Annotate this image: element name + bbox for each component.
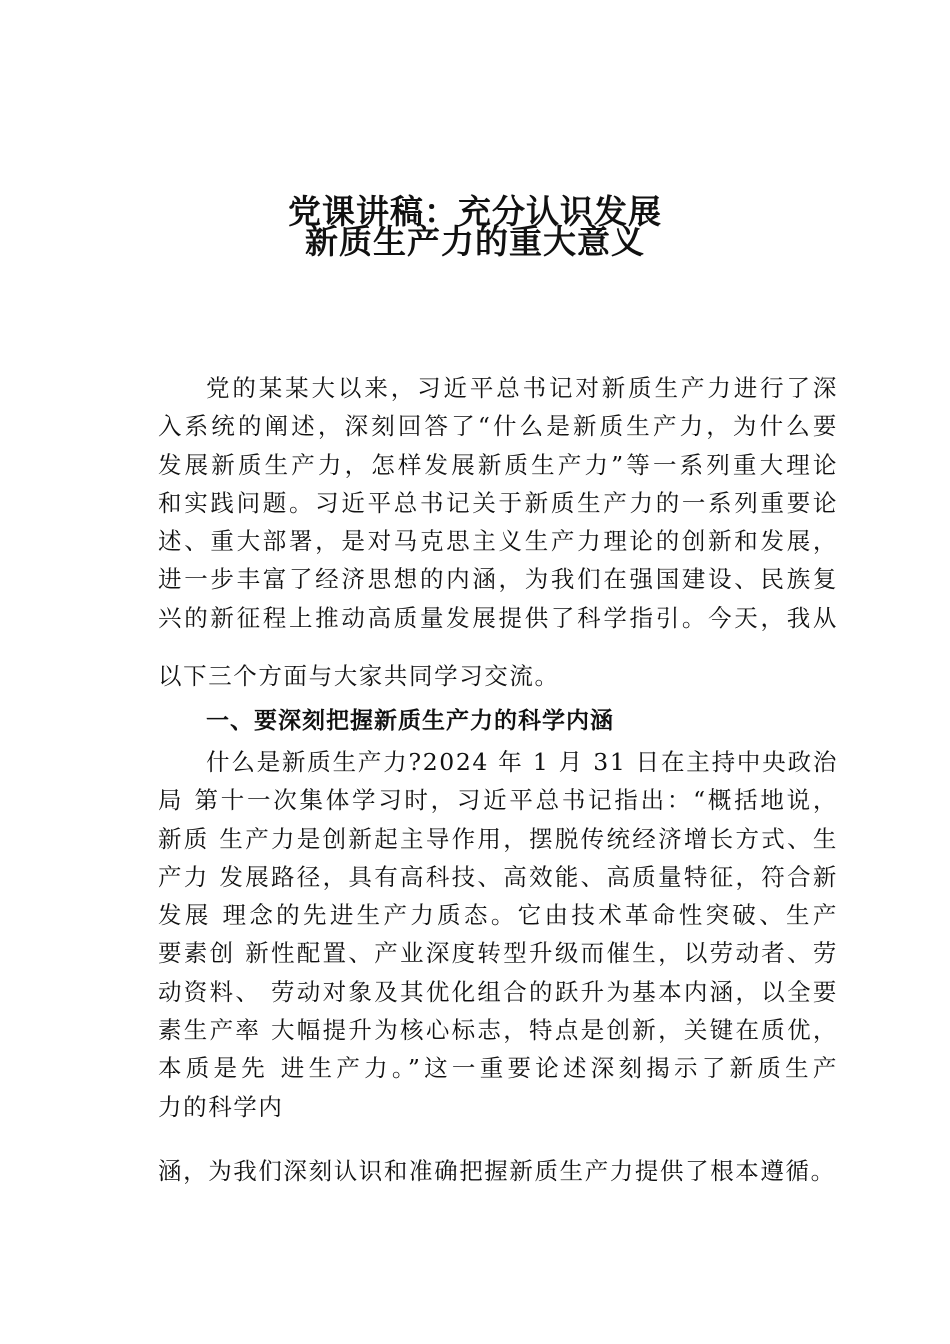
section-line: 发展 理念的先进生产力质态。它由技术革命性突破、生产 [158, 901, 838, 930]
intro-line: 和实践问题。习近平总书记关于新质生产力的一系列重要论 [158, 488, 838, 517]
title-line-2: 新质生产力的重大意义 [305, 222, 645, 261]
title-line-1: 党课讲稿：充分认识发展 [288, 192, 662, 231]
section-line: 产力 发展路径，具有高科技、高效能、高质量特征，符合新 [158, 862, 838, 891]
intro-line: 入系统的阐述，深刻回答了“什么是新质生产力，为什么要 [158, 412, 838, 441]
section-continuation: 涵，为我们深刻认识和准确把握新质生产力提供了根本遵循。 [158, 1157, 836, 1185]
section-line: 要素创 新性配置、产业深度转型升级而催生，以劳动者、劳 [158, 939, 838, 968]
section-line: 新质 生产力是创新起主导作用，摆脱传统经济增长方式、生 [158, 824, 838, 853]
section-line: 什么是新质生产力?2024 年 1 月 31 日在主持中央政治 [206, 748, 838, 776]
section-heading: 一、要深刻把握新质生产力的科学内涵 [206, 708, 614, 734]
intro-line: 述、重大部署，是对马克思主义生产力理论的创新和发展， [158, 527, 838, 556]
intro-line: 进一步丰富了经济思想的内涵，为我们在强国建设、民族复 [158, 565, 838, 594]
intro-line: 发展新质生产力，怎样发展新质生产力”等一系列重大理论 [158, 450, 838, 479]
section-line: 素生产率 大幅提升为核心标志，特点是创新，关键在质优， [158, 1016, 838, 1045]
intro-paragraph [158, 369, 838, 637]
section-paragraph [158, 743, 838, 1126]
section-line-last: 力的科学内 [158, 1092, 284, 1121]
intro-line: 兴的新征程上推动高质量发展提供了科学指引。今天，我从 [158, 603, 838, 632]
intro-last-line: 以下三个方面与大家共同学习交流。 [158, 662, 560, 690]
section-line: 动资料、 劳动对象及其优化组合的跃升为基本内涵，以全要 [158, 977, 838, 1006]
intro-line: 党的某某大以来，习近平总书记对新质生产力进行了深 [206, 374, 838, 402]
section-line: 局 第十一次集体学习时，习近平总书记指出：“概括地说， [158, 786, 838, 815]
section-line: 本质是先 进生产力。”这一重要论述深刻揭示了新质生产 [158, 1054, 838, 1083]
